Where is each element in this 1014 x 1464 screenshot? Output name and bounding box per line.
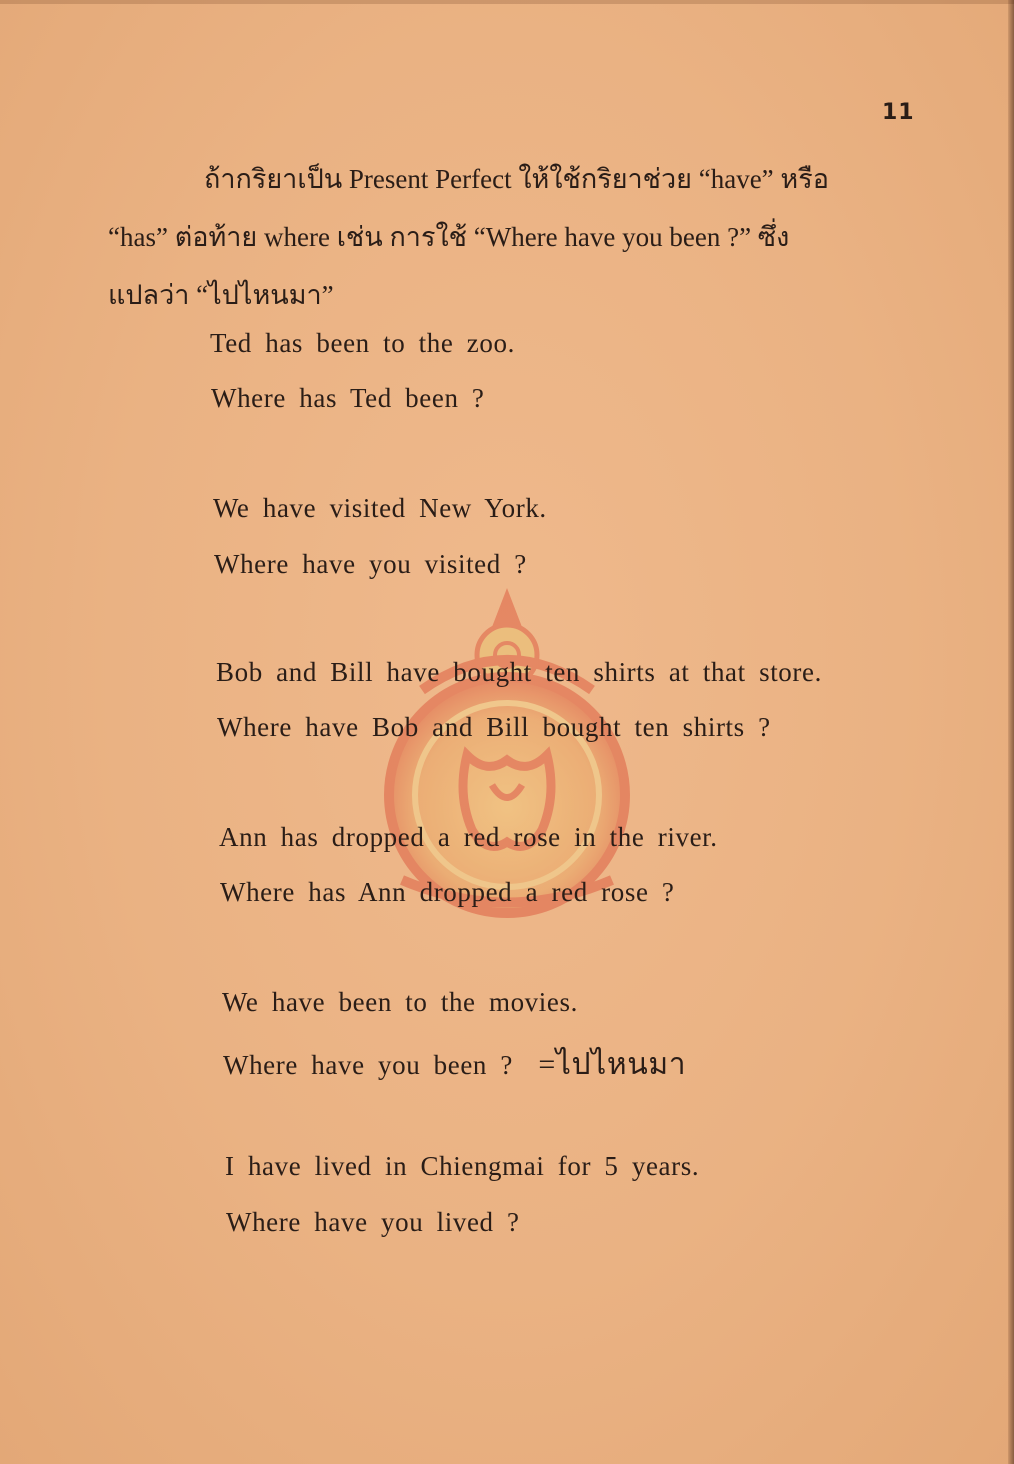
handwritten-note: =ไปไหนมา: [538, 1048, 687, 1081]
example-statement: I have lived in Chiengmai for 5 years.: [225, 1151, 700, 1181]
example-question: Where have you lived ?: [226, 1207, 520, 1237]
example-question: Where has Ann dropped a red rose ?: [220, 877, 675, 907]
example-question: [223, 1041, 686, 1088]
intro-line-1: ถ้ากริยาเป็น Present Perfect ให้ใช้กริยาช่วย “have” หรือ: [204, 164, 829, 194]
page-right-edge: [1008, 0, 1014, 1464]
example-statement: Ted has been to the zoo.: [210, 328, 515, 358]
example-statement: We have been to the movies.: [222, 987, 578, 1017]
example-statement: We have visited New York.: [213, 493, 547, 523]
example-question: Where have Bob and Bill bought ten shirts ?: [217, 712, 771, 742]
example-statement: Ann has dropped a red rose in the river.: [219, 822, 718, 852]
emblem-seal-icon: [362, 580, 652, 920]
page-top-edge: [0, 0, 1014, 4]
intro-line-2: “has” ต่อท้าย where เช่น การใช้ “Where have you been ?” ซึ่ง: [108, 222, 790, 252]
example-question: Where have you visited ?: [214, 549, 527, 579]
example-statement: Bob and Bill have bought ten shirts at that store.: [216, 657, 822, 687]
intro-line-3: แปลว่า “ไปไหนมา”: [108, 280, 334, 310]
intro-paragraph: [108, 150, 918, 324]
example-question: Where has Ted been ?: [211, 383, 485, 413]
example-question-text: Where have you been ?: [223, 1050, 513, 1080]
page-number: 11: [882, 100, 915, 125]
